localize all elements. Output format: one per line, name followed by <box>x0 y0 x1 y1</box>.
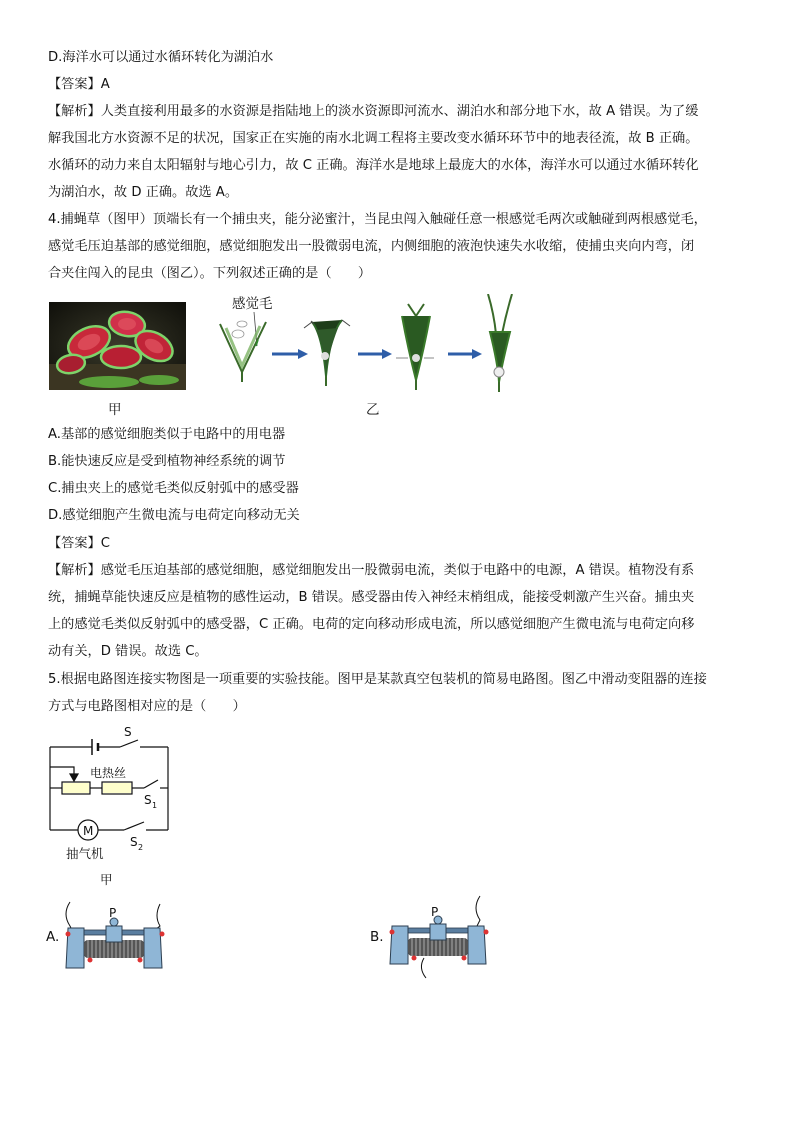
pump-label: 抽气机 <box>66 846 104 861</box>
motor-label: M <box>83 824 94 838</box>
switch-s1-subscript: 1 <box>152 801 158 810</box>
trap-closing-diagram <box>212 294 530 394</box>
figure-jia-label: 甲 <box>108 402 122 418</box>
q4-analysis-line-2: 统，捕蝇草能快速反应是植物的感性运动，B 错误。感受器由传入神经末梢组成，能接受刺激产生兴奋。捕虫夹 <box>48 590 695 605</box>
q4-stem-line-1: 4.捕蝇草（图甲）顶端长有一个捕虫夹，能分泌蜜汁，当昆虫闯入触碰任意一根感觉毛两次或触碰到两根感觉毛， <box>48 212 707 227</box>
q3-answer: 【答案】A <box>48 77 110 92</box>
circuit-diagram <box>40 722 180 890</box>
q5-option-b-label: B. <box>370 929 384 945</box>
q4-analysis-line-1: 【解析】感觉毛压迫基部的感觉细胞，感觉细胞发出一股微弱电流，类似于电路中的电源，A 错误。植物没有系 <box>48 563 695 578</box>
heater-label: 电热丝 <box>90 766 127 780</box>
q4-option-d: D.感觉细胞产生微电流与电荷定向移动无关 <box>48 508 300 523</box>
switch-s1-label: S <box>144 793 152 807</box>
q4-option-c: C.捕虫夹上的感觉毛类似反射弧中的感受器 <box>48 481 299 496</box>
q5-stem-line-1: 5.根据电路图连接实物图是一项重要的实验技能。图甲是某款真空包装机的简易电路图。图乙中滑动变阻器的连接 <box>48 672 707 687</box>
q4-option-a: A.基部的感觉细胞类似于电路中的用电器 <box>48 427 286 442</box>
q4-analysis-line-4: 动有关，D 错误。故选 C。 <box>48 644 208 659</box>
figure-yi-label: 乙 <box>366 402 380 418</box>
q3-analysis-line-4: 为湖泊水，故 D 正确。故选 A。 <box>48 185 239 200</box>
switch-s2-label: S <box>130 835 138 849</box>
q4-stem-line-3: 合夹住闯入的昆虫（图乙）。下列叙述正确的是（ ） <box>48 266 372 281</box>
q3-analysis-line-1: 【解析】人类直接利用最多的水资源是指陆地上的淡水资源即河流水、湖泊水和部分地下水，故 A 错误。为了缓 <box>48 104 699 119</box>
circuit-caption: 甲 <box>100 872 113 887</box>
rheostat-option-b <box>384 892 494 980</box>
q4-answer: 【答案】C <box>48 536 110 551</box>
slider-p-label-a: P <box>109 906 117 920</box>
q4-stem-line-2: 感觉毛压迫基部的感觉细胞，感觉细胞发出一股微弱电流，内侧细胞的液泡快速失水收缩，使捕虫夹向内弯，闭 <box>48 239 695 254</box>
switch-s-label: S <box>124 725 132 739</box>
q5-option-a-label: A. <box>46 929 60 945</box>
q4-analysis-line-3: 上的感觉毛类似反射弧中的感受器，C 正确。电荷的定向移动形成电流，所以感觉细胞产生微电流与电荷定向移 <box>48 617 695 632</box>
q3-analysis-line-3: 水循环的动力来自太阳辐射与地心引力，故 C 正确。海洋水是地球上最庞大的水体，海洋水可以通过水循环转化 <box>48 158 699 173</box>
switch-s2-subscript: 2 <box>138 843 144 852</box>
q4-option-b: B.能快速反应是受到植物神经系统的调节 <box>48 454 286 469</box>
q3-option-d: D.海洋水可以通过水循环转化为湖泊水 <box>48 50 274 65</box>
q5-stem-line-2: 方式与电路图相对应的是（ ） <box>48 699 246 714</box>
venus-flytrap-photo <box>49 302 186 390</box>
sensory-hair-label: 感觉毛 <box>232 296 273 312</box>
rheostat-option-a <box>60 900 170 976</box>
slider-p-label-b: P <box>431 905 439 919</box>
q3-analysis-line-2: 解我国北方水资源不足的状况，国家正在实施的南水北调工程将主要改变水循环环节中的地表径流，故 B 正确。 <box>48 131 699 146</box>
